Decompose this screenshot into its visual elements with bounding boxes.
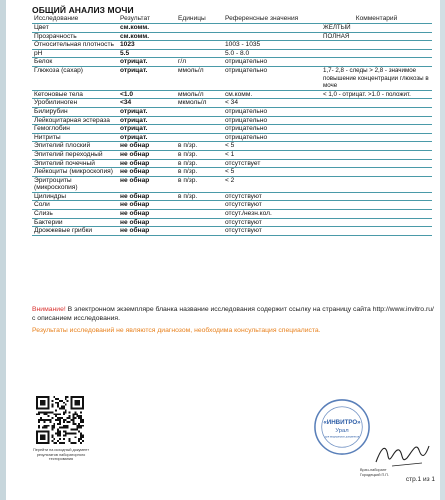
cell-units [176, 116, 223, 125]
cell-comment [321, 49, 432, 58]
cell-comment [321, 192, 432, 201]
cell-name[interactable]: Цилиндры [32, 192, 118, 201]
page-number: стр.1 из 1 [405, 476, 435, 483]
cell-result: не обнар [118, 210, 176, 219]
cell-name[interactable]: Цвет [32, 24, 118, 33]
cell-name[interactable]: Эритроциты (микроскопия) [32, 176, 118, 192]
table-row [32, 58, 432, 67]
cell-comment [321, 125, 432, 134]
header-units: Единицы [176, 14, 223, 24]
cell-name[interactable]: Глюкоза (сахар) [32, 66, 118, 90]
cell-result: отрицат. [118, 66, 176, 90]
cell-name[interactable]: Прозрачность [32, 32, 118, 41]
cell-reference: < 5 [223, 168, 321, 177]
cell-result: 5.5 [118, 49, 176, 58]
cell-reference: отсут./незн.кол. [223, 210, 321, 219]
cell-name[interactable]: pH [32, 49, 118, 58]
cell-name[interactable]: Белок [32, 58, 118, 67]
cell-comment [321, 133, 432, 142]
cell-name[interactable]: Относительная плотность [32, 41, 118, 50]
cell-units [176, 133, 223, 142]
cell-name[interactable]: Лейкоциты (микроскопия) [32, 168, 118, 177]
cell-reference: 5.0 - 8.0 [223, 49, 321, 58]
left-margin-bar [0, 0, 6, 500]
cell-reference: < 34 [223, 99, 321, 108]
cell-name[interactable]: Лейкоцитарная эстераза [32, 116, 118, 125]
cell-name[interactable]: Эпителий почечный [32, 159, 118, 168]
cell-result: не обнар [118, 159, 176, 168]
cell-result: отрицат. [118, 125, 176, 134]
cell-comment: 1,7- 2,8 - следы > 2,8 - значимое повышение концентрации глюкозы в моче [321, 66, 432, 90]
cell-result: не обнар [118, 192, 176, 201]
table-row [32, 125, 432, 134]
cell-units [176, 210, 223, 219]
cell-name[interactable]: Гемоглобин [32, 125, 118, 134]
notice-warning-word: Внимание! [32, 306, 66, 313]
cell-result: отрицат. [118, 133, 176, 142]
cell-units [176, 24, 223, 33]
cell-reference: отрицательно [223, 58, 321, 67]
cell-comment [321, 168, 432, 177]
cell-units [176, 227, 223, 236]
cell-reference: отрицательно [223, 133, 321, 142]
notice-text [32, 305, 437, 323]
cell-comment [321, 150, 432, 159]
cell-result: не обнар [118, 227, 176, 236]
cell-reference: < 1 [223, 150, 321, 159]
table-row [32, 90, 432, 99]
cell-reference: отрицательно [223, 66, 321, 90]
cell-comment [321, 107, 432, 116]
cell-units: ммоль/л [176, 90, 223, 99]
disclaimer-text: Результаты исследований не являются диагнозом, необходима консультация специалиста. [32, 327, 321, 334]
table-row [32, 24, 432, 33]
table-row [32, 66, 432, 90]
cell-reference: отрицательно [223, 125, 321, 134]
header-result: Результат [118, 14, 176, 24]
cell-name[interactable]: Слизь [32, 210, 118, 219]
stamp-text-small: для медицинских документов [324, 435, 360, 439]
cell-name[interactable]: Нитриты [32, 133, 118, 142]
cell-reference: отсутствуют [223, 192, 321, 201]
cell-result: не обнар [118, 218, 176, 227]
cell-comment [321, 227, 432, 236]
table-row [32, 49, 432, 58]
table-row [32, 192, 432, 201]
table-row [32, 201, 432, 210]
right-margin-bar [440, 0, 445, 500]
notice-body: В электронном экземпляре бланка название исследования содержит ссылку на страницу сайта http://www.invitro.ru/ с описанием исследования. [32, 306, 434, 322]
table-row [32, 227, 432, 236]
stamp-text-mid: Урал [335, 427, 349, 434]
cell-comment [321, 58, 432, 67]
table-row [32, 99, 432, 108]
cell-reference: отрицательно [223, 107, 321, 116]
table-row [32, 218, 432, 227]
cell-units: в п/зр. [176, 192, 223, 201]
cell-comment [321, 218, 432, 227]
cell-reference: см.комм. [223, 90, 321, 99]
table-row [32, 142, 432, 151]
cell-result: не обнар [118, 168, 176, 177]
table-row [32, 159, 432, 168]
cell-reference [223, 24, 321, 33]
cell-comment [321, 41, 432, 50]
cell-reference: отсутствует [223, 159, 321, 168]
cell-result: <34 [118, 99, 176, 108]
cell-comment: < 1,0 - отрицат. >1.0 - положит. [321, 90, 432, 99]
cell-comment [321, 201, 432, 210]
cell-reference: 1003 - 1035 [223, 41, 321, 50]
cell-reference: отсутствуют [223, 218, 321, 227]
cell-reference: < 5 [223, 142, 321, 151]
cell-result: не обнар [118, 142, 176, 151]
cell-result: не обнар [118, 176, 176, 192]
cell-units: в п/зр. [176, 159, 223, 168]
cell-result: см.комм. [118, 24, 176, 33]
table-row [32, 107, 432, 116]
cell-result: отрицат. [118, 58, 176, 67]
cell-result: не обнар [118, 201, 176, 210]
cell-units: ммоль/л [176, 66, 223, 90]
cell-units [176, 49, 223, 58]
cell-comment: ЖЕЛТЫЙ [321, 24, 432, 33]
cell-result: отрицат. [118, 116, 176, 125]
cell-name[interactable]: Соли [32, 201, 118, 210]
results-body [32, 24, 432, 236]
cell-reference [223, 32, 321, 41]
cell-comment [321, 159, 432, 168]
cell-comment [321, 142, 432, 151]
cell-name[interactable]: Уробилиноген [32, 99, 118, 108]
cell-reference: отсутствуют [223, 227, 321, 236]
signature-icon [372, 436, 432, 470]
cell-reference: < 2 [223, 176, 321, 192]
cell-units: г/л [176, 58, 223, 67]
table-row [32, 150, 432, 159]
table-row [32, 210, 432, 219]
cell-units [176, 32, 223, 41]
cell-name[interactable]: Эпителий переходный [32, 150, 118, 159]
signature-caption: Врач-лаборант Городецкий П.П. [360, 468, 390, 477]
cell-result: <1.0 [118, 90, 176, 99]
cell-comment [321, 176, 432, 192]
header-reference: Референсные значения [223, 14, 321, 24]
cell-name[interactable]: Бактерии [32, 218, 118, 227]
table-row [32, 168, 432, 177]
cell-units [176, 125, 223, 134]
cell-comment: ПОЛНАЯ [321, 32, 432, 41]
cell-units [176, 41, 223, 50]
table-header-row [32, 14, 432, 24]
cell-units: в п/зр. [176, 142, 223, 151]
qr-caption: Перейти на исходный документ результатов лабораторного тестирования [33, 448, 89, 462]
cell-result: см.комм. [118, 32, 176, 41]
cell-units: в п/зр. [176, 176, 223, 192]
stamp-seal-icon [313, 398, 371, 456]
cell-units [176, 218, 223, 227]
report-title: ОБЩИЙ АНАЛИЗ МОЧИ [32, 5, 134, 15]
cell-reference: отсутствуют [223, 201, 321, 210]
stamp-text-top: «ИНВИТРО» [323, 419, 361, 427]
cell-name[interactable]: Кетоновые тела [32, 90, 118, 99]
results-table [32, 14, 432, 236]
cell-name[interactable]: Билирубин [32, 107, 118, 116]
header-comment: Комментарий [321, 14, 432, 24]
table-row [32, 116, 432, 125]
cell-name[interactable]: Эпителий плоский [32, 142, 118, 151]
table-row [32, 41, 432, 50]
cell-name[interactable]: Дрожжевые грибки [32, 227, 118, 236]
table-row [32, 133, 432, 142]
cell-units: в п/зр. [176, 150, 223, 159]
cell-units [176, 201, 223, 210]
qr-code-icon[interactable] [36, 396, 84, 444]
cell-reference: отрицательно [223, 116, 321, 125]
cell-comment [321, 99, 432, 108]
table-row [32, 176, 432, 192]
cell-result: не обнар [118, 150, 176, 159]
cell-units [176, 107, 223, 116]
header-name: Исследование [32, 14, 118, 24]
table-row [32, 32, 432, 41]
cell-units: в п/зр. [176, 168, 223, 177]
cell-result: 1023 [118, 41, 176, 50]
cell-comment [321, 116, 432, 125]
cell-comment [321, 210, 432, 219]
cell-result: отрицат. [118, 107, 176, 116]
cell-units: мкмоль/л [176, 99, 223, 108]
